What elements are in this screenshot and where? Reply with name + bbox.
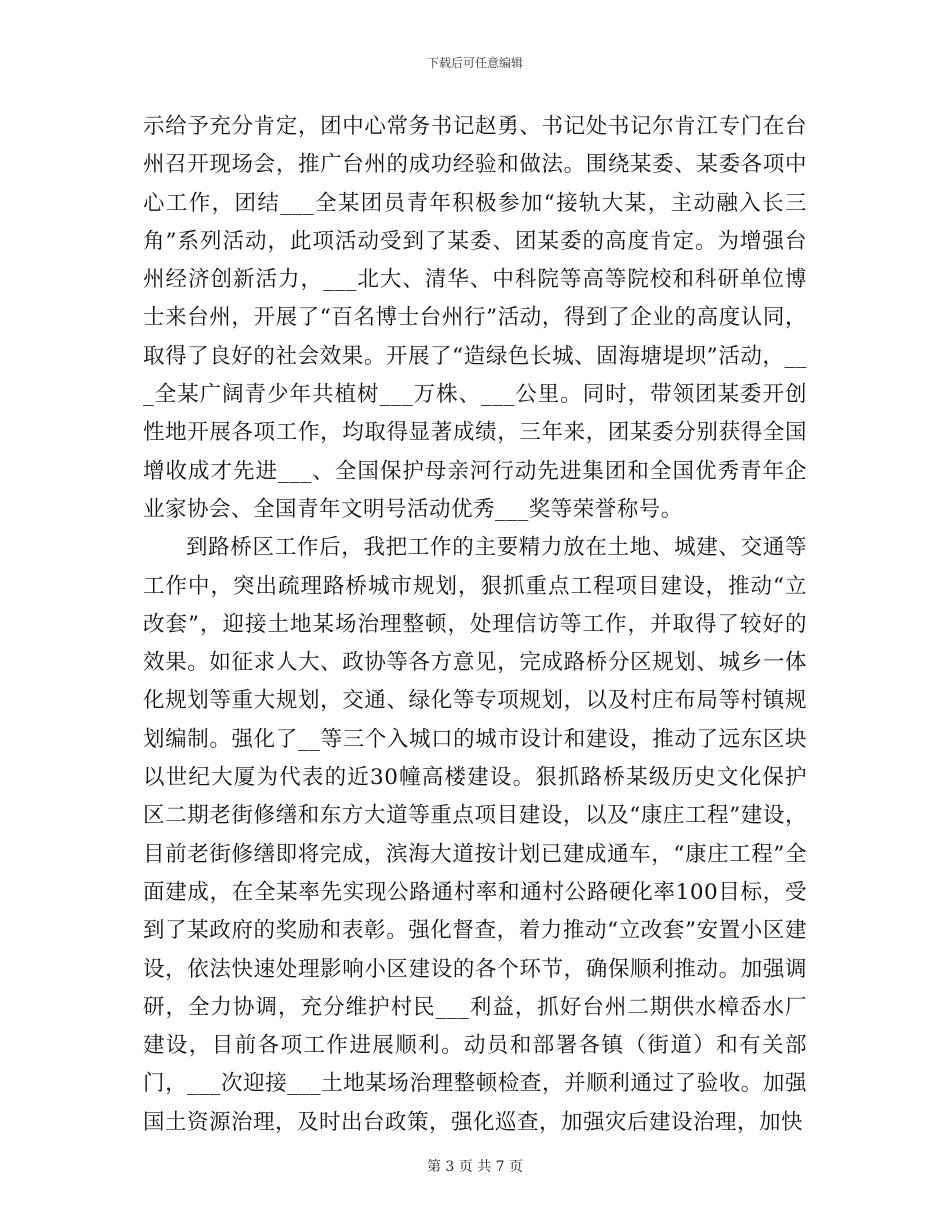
paragraph-1: 示给予充分肯定，团中心常务书记赵勇、书记处书记尔肯江专门在台州召开现场会，推广台州的成功经验和做法。围绕某委、某委各项中心工作，团结___全某团员青年积极参加“接轨大某，主动融入长三角”系列活动，此项活动受到了某委、团某委的高度肯定。为增强台州经济创新活力，___北大、清华、中科院等高等院校和科研单位博士来台州，开展了“百名博士台州行”活动，得到了企业的高度认同，取得了良好的社会效果。开展了“造绿色长城、固海塘堤坝”活动，___全某广阔青少年共植树___万株、___公里。同时，带领团某委开创性地开展各项工作，均取得显著成绩，三年来，团某委分别获得全国增收成才先进___、全国保护母亲河行动先进集团和全国优秀青年企业家协会、全国青年文明号活动优秀___奖等荣誉称号。 [143,114,807,522]
page-header: 下载后可任意编辑 [426,56,523,70]
document-body [143,108,807,1142]
page-footer: 第 3 页 共 7 页 [426,1159,524,1175]
paragraph-2: 到路桥区工作后，我把工作的主要精力放在土地、城建、交通等工作中，突出疏理路桥城市规划，狠抓重点工程项目建设，推动“立改套”，迎接土地某场治理整顿，处理信访等工作，并取得了较好的效果。如征求人大、政协等各方意见，完成路桥分区规划、城乡一体化规划等重大规划，交通、绿化等专项规划，以及村庄布局等村镇规划编制。强化了__等三个入城口的城市设计和建设，推动了远东区块以世纪大厦为代表的近30幢高楼建设。狠抓路桥某级历史文化保护区二期老街修缮和东方大道等重点项目建设，以及“康庄工程”建设，目前老街修缮即将完成，滨海大道按计划已建成通车，“康庄工程”全面建成，在全某率先实现公路通村率和通村公路硬化率100目标，受到了某政府的奖励和表彰。强化督查，着力推动“立改套”安置小区建设，依法快速处理影响小区建设的各个环节，确保顺利推动。加强调研，全力协调，充分维护村民___利益，抓好台州二期供水樟岙水厂建设，目前各项工作进展顺利。动员和部署各镇（街道）和有关部门，___次迎接___土地某场治理整顿检查，并顺利通过了验收。加强国土资源治理，及时出台政策，强化巡查，加强灾后建设治理，加快 [143,535,807,1135]
